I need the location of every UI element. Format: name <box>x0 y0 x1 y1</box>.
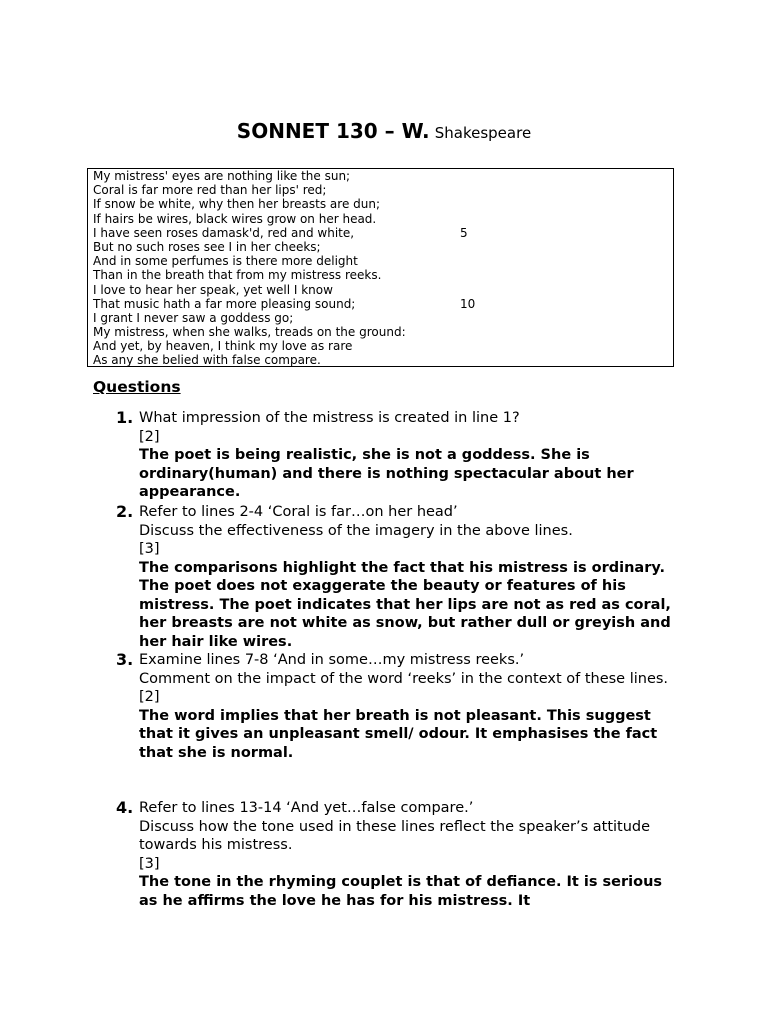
poem-line: If hairs be wires, black wires grow on her head. <box>93 211 377 226</box>
question-answer: The comparisons highlight the fact that his mistress is ordinary. The poet does not exaggerate the beauty or features of his mistress. The poet indicates that her lips are not as red as coral, her breasts are not white as snow, but rather dull or greyish and her hair like wires. <box>139 559 671 650</box>
question-number: 4. <box>116 798 134 817</box>
question-prompt: Refer to lines 13-14 ‘And yet…false compare.’ <box>139 800 474 816</box>
poem-line: But no such roses see I in her cheeks; <box>93 239 321 254</box>
poem-line: My mistress, when she walks, treads on the ground: <box>93 325 406 340</box>
poem-line: I love to hear her speak, yet well I know <box>93 282 333 297</box>
question-marks: [2] <box>139 689 160 705</box>
poem-box <box>87 168 674 367</box>
question-prompt: What impression of the mistress is created in line 1? <box>139 410 520 426</box>
question-prompt: Comment on the impact of the word ‘reeks’ in the context of these lines. <box>139 670 669 687</box>
question-answer: The poet is being realistic, she is not a goddess. She is ordinary(human) and there is nothing spectacular about her appearance. <box>139 447 634 500</box>
questions-heading: Questions <box>93 378 181 396</box>
question-item <box>116 409 676 502</box>
question-number: 3. <box>116 650 134 669</box>
document-title <box>0 119 768 143</box>
question-marks: [3] <box>139 541 160 557</box>
poem-line: I grant I never saw a goddess go; <box>93 310 294 325</box>
question-prompt: Refer to lines 2-4 ‘Coral is far…on her head’ <box>139 504 458 520</box>
line-number: 10 <box>460 296 476 311</box>
question-answer: The word implies that her breath is not pleasant. This suggest that it gives an unpleasant smell/ odour. It emphasises the fact that she is normal. <box>139 707 658 761</box>
question-answer: The tone in the rhyming couplet is that of defiance. It is serious as he affirms the love he has for his mistress. It <box>139 874 663 909</box>
poem-line: That music hath a far more pleasing sound; 10 <box>93 296 476 311</box>
question-marks: [2] <box>139 428 160 445</box>
line-number: 5 <box>460 225 468 240</box>
title-main: SONNET 130 – W. <box>236 119 430 143</box>
question-item <box>116 503 676 651</box>
question-item <box>116 799 676 910</box>
poem-line: I have seen roses damask'd, red and white, 5 <box>93 225 468 240</box>
question-item <box>116 651 676 762</box>
question-marks: [3] <box>139 855 160 872</box>
poem-line: And in some perfumes is there more delight <box>93 254 358 269</box>
poem-line: Than in the breath that from my mistress reeks. <box>93 268 382 283</box>
question-prompt: Examine lines 7-8 ‘And in some…my mistress reeks.’ <box>139 652 525 668</box>
question-prompt: Discuss the effectiveness of the imagery in the above lines. <box>139 522 573 539</box>
poem-line: My mistress' eyes are nothing like the sun; <box>93 169 351 183</box>
poem-line: As any she belied with false compare. <box>93 353 321 368</box>
poem-line: Coral is far more red than her lips' red; <box>93 183 327 198</box>
question-prompt: Discuss how the tone used in these lines reflect the speaker’s attitude towards his mistress. <box>139 818 651 853</box>
question-number: 1. <box>116 408 134 427</box>
poem-line: And yet, by heaven, I think my love as rare <box>93 339 353 354</box>
title-author: Shakespeare <box>434 124 532 142</box>
poem-line: If snow be white, why then her breasts are dun; <box>93 197 381 212</box>
question-number: 2. <box>116 502 134 521</box>
